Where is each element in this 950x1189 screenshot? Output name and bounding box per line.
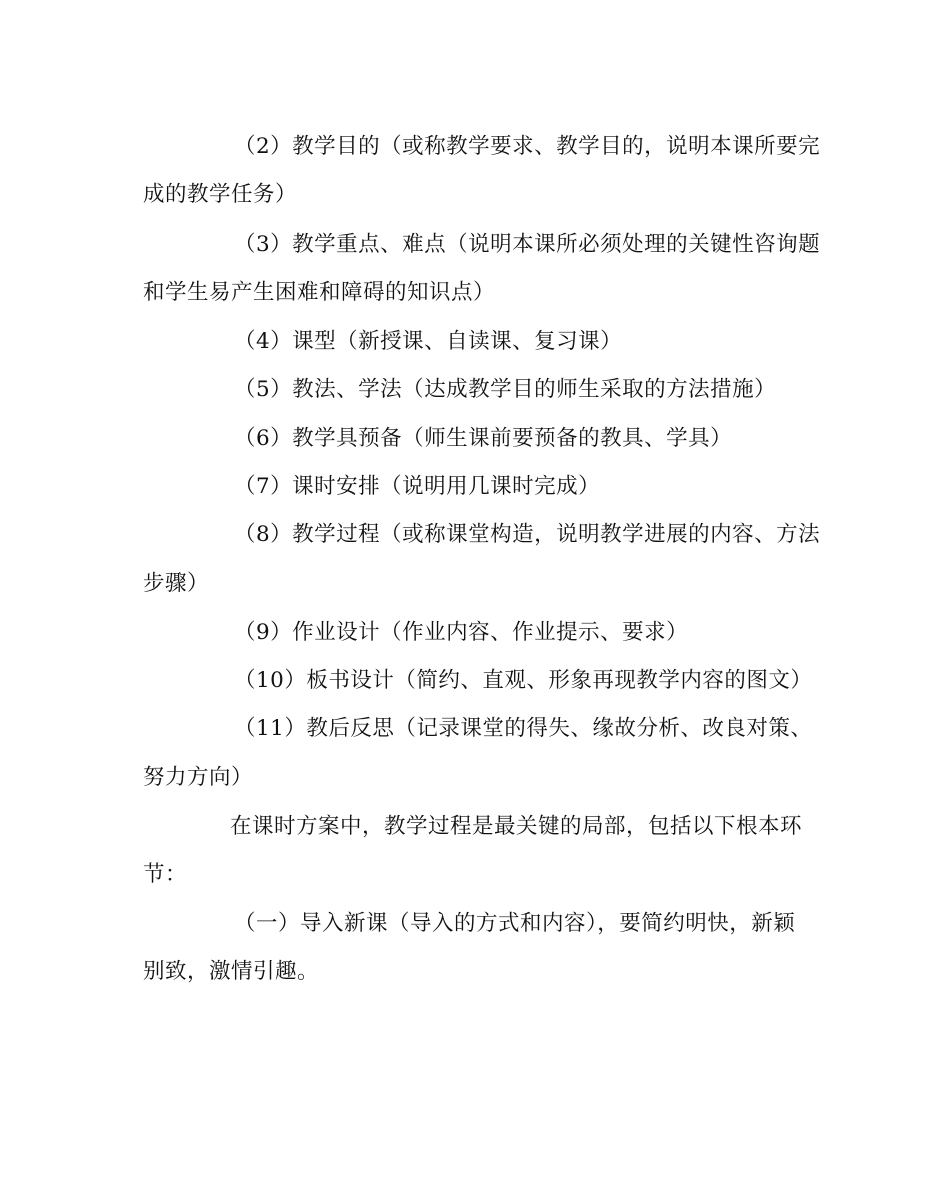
process-intro-line-1: 在课时方案中，教学过程是最关键的局部，包括以下根本环 (230, 814, 803, 839)
item-8-line-2: 步骤） (143, 571, 210, 596)
item-9-line-1: （9）作业设计（作业内容、作业提示、要求） (234, 620, 689, 645)
step-1-line-2: 别致，激情引趣。 (143, 959, 320, 984)
item-2-line-2: 成的教学任务） (143, 182, 298, 207)
item-7-line-1: （7）课时安排（说明用几课时完成） (234, 474, 601, 499)
item-4-line-1: （4）课型（新授课、自读课、复习课） (234, 329, 623, 354)
item-11-line-2: 努力方向） (143, 765, 254, 790)
item-3-line-1: （3）教学重点、难点（说明本课所必须处理的关键性咨询题 (234, 232, 821, 257)
step-1-line-1: （一）导入新课（导入的方式和内容），要简约明快，新颖 (234, 911, 796, 936)
item-5-line-1: （5）教法、学法（达成教学目的师生采取的方法措施） (234, 377, 777, 402)
item-3-line-2: 和学生易产生困难和障碍的知识点） (143, 280, 496, 305)
item-2-line-1: （2）教学目的（或称教学要求、教学目的，说明本课所要完 (234, 134, 821, 159)
item-11-line-1: （11）教后反思（记录课堂的得失、缘故分析、改良对策、 (234, 716, 813, 741)
item-10-line-1: （10）板书设计（简约、直观、形象再现教学内容的图文） (234, 668, 813, 693)
item-8-line-1: （8）教学过程（或称课堂构造，说明教学进展的内容、方法 (234, 522, 821, 547)
item-6-line-1: （6）教学具预备（师生课前要预备的教具、学具） (234, 426, 733, 451)
process-intro-line-2: 节： (143, 862, 188, 887)
